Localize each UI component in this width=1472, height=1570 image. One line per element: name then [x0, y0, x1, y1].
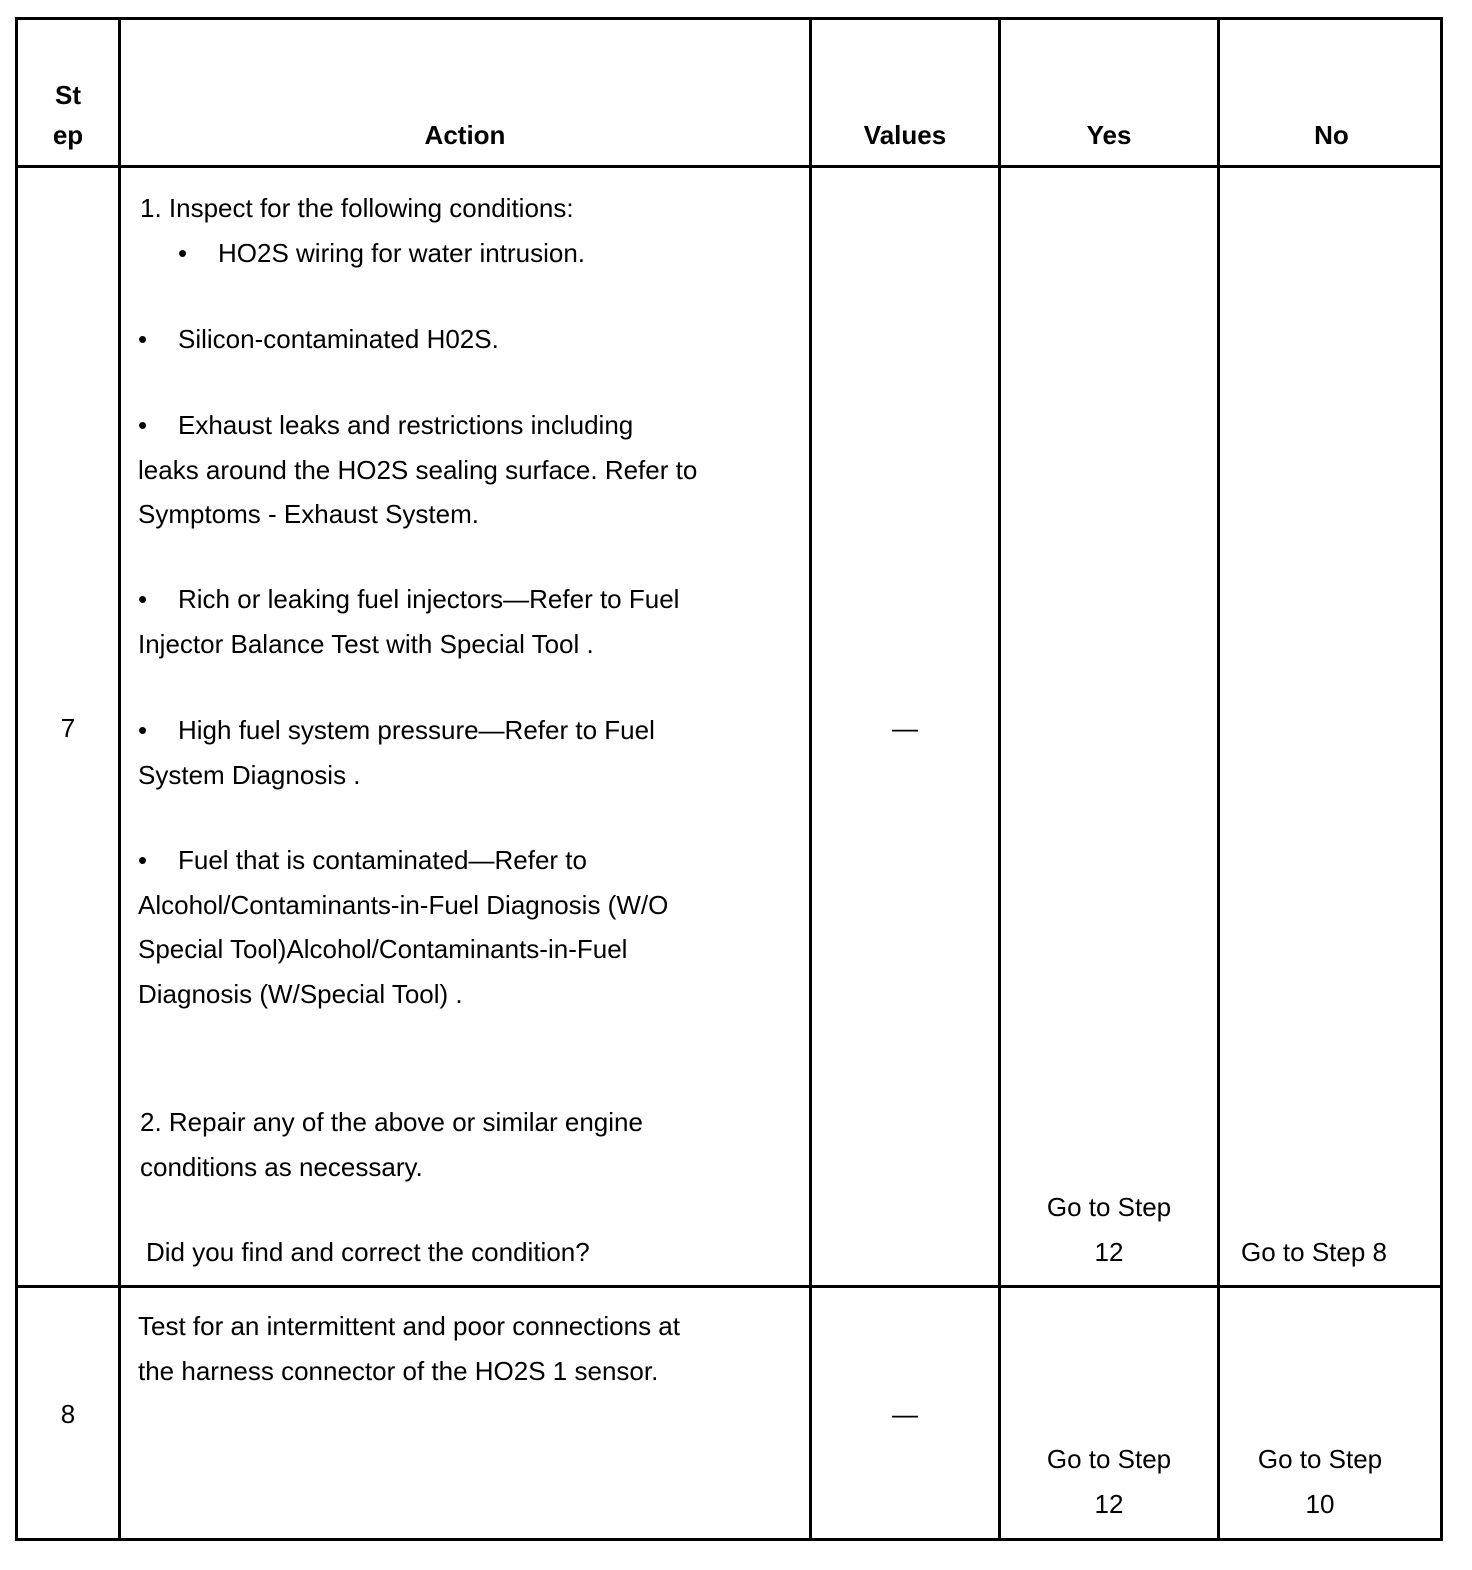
bullet-text: High fuel system pressure—Refer to Fuel [178, 715, 655, 745]
diagnostic-table [15, 17, 1443, 1541]
bullet-icon: • [138, 845, 148, 875]
col-divider [118, 20, 121, 1538]
bullet-text-cont: Diagnosis (W/Special Tool) . [138, 978, 463, 1009]
item2-line1: 2. Repair any of the above or similar engine [140, 1107, 643, 1137]
row8-no [1220, 1437, 1420, 1526]
bullet-text-cont: Special Tool)Alcohol/Contaminants-in-Fuel [138, 934, 628, 964]
col-divider [1217, 20, 1220, 1538]
bullet-icon: • [178, 238, 188, 268]
bullet-icon: • [138, 584, 148, 614]
no-line2: 10 [1305, 1488, 1335, 1519]
header-step-line2: ep [52, 120, 84, 150]
header-step-line1: St [55, 80, 81, 110]
row7-bullet-fuel [138, 838, 668, 1016]
bullet-text-cont: Alcohol/Contaminants-in-Fuel Diagnosis (W/O [138, 889, 669, 920]
header-action: Action [424, 120, 506, 150]
row8-values: — [892, 1399, 918, 1429]
bullet-text: Silicon-contaminated H02S. [178, 324, 499, 354]
action-line2: the harness connector of the HO2S 1 sensor. [138, 1355, 659, 1386]
yes-line1: Go to Step [1046, 1192, 1172, 1222]
yes-line2: 12 [1094, 1488, 1124, 1519]
row7-bullet-exhaust [138, 403, 697, 537]
row8-yes [1001, 1437, 1217, 1526]
bullet-text: Rich or leaking fuel injectors—Refer to Fuel [178, 584, 680, 614]
bullet-text: Fuel that is contaminated—Refer to [178, 845, 587, 875]
bullet-text-cont: Symptoms - Exhaust System. [138, 499, 479, 529]
bullet-text: Exhaust leaks and restrictions including [178, 410, 634, 440]
yes-line1: Go to Step [1046, 1444, 1172, 1474]
header-no: No [1314, 120, 1349, 150]
row7-item1: 1. Inspect for the following conditions: [140, 193, 574, 223]
col-divider [809, 20, 812, 1538]
bullet-icon: • [138, 324, 148, 354]
row-divider [18, 165, 1440, 168]
bullet-text-cont: System Diagnosis . [138, 759, 361, 790]
col-divider [998, 20, 1001, 1538]
header-step [18, 75, 118, 155]
row7-question: Did you find and correct the condition? [146, 1237, 590, 1267]
bullet-icon: • [138, 410, 148, 440]
row7-bullet-silicon [138, 317, 499, 362]
yes-line2: 12 [1094, 1236, 1124, 1267]
row8-action [138, 1304, 680, 1393]
bullet-text-cont: leaks around the HO2S sealing surface. Refer to [138, 454, 698, 485]
row7-bullet-pressure [138, 708, 655, 797]
row7-no: Go to Step 8 [1241, 1237, 1387, 1267]
row-divider [18, 1285, 1440, 1288]
row7-bullet-injectors [138, 577, 679, 666]
header-values: Values [863, 120, 947, 150]
row7-values: — [892, 713, 918, 743]
bullet-text-cont: Injector Balance Test with Special Tool . [138, 628, 594, 659]
no-line1: Go to Step [1257, 1444, 1383, 1474]
row7-yes [1001, 1185, 1217, 1274]
row7-bullet-wiring [178, 231, 585, 276]
action-line1: Test for an intermittent and poor connections at [138, 1311, 680, 1341]
row7-item2 [140, 1100, 643, 1189]
row7-step: 7 [60, 713, 76, 743]
item2-line2: conditions as necessary. [140, 1151, 423, 1182]
bullet-icon: • [138, 715, 148, 745]
header-yes: Yes [1086, 120, 1132, 150]
bullet-text: HO2S wiring for water intrusion. [218, 238, 586, 268]
row8-step: 8 [60, 1399, 76, 1429]
